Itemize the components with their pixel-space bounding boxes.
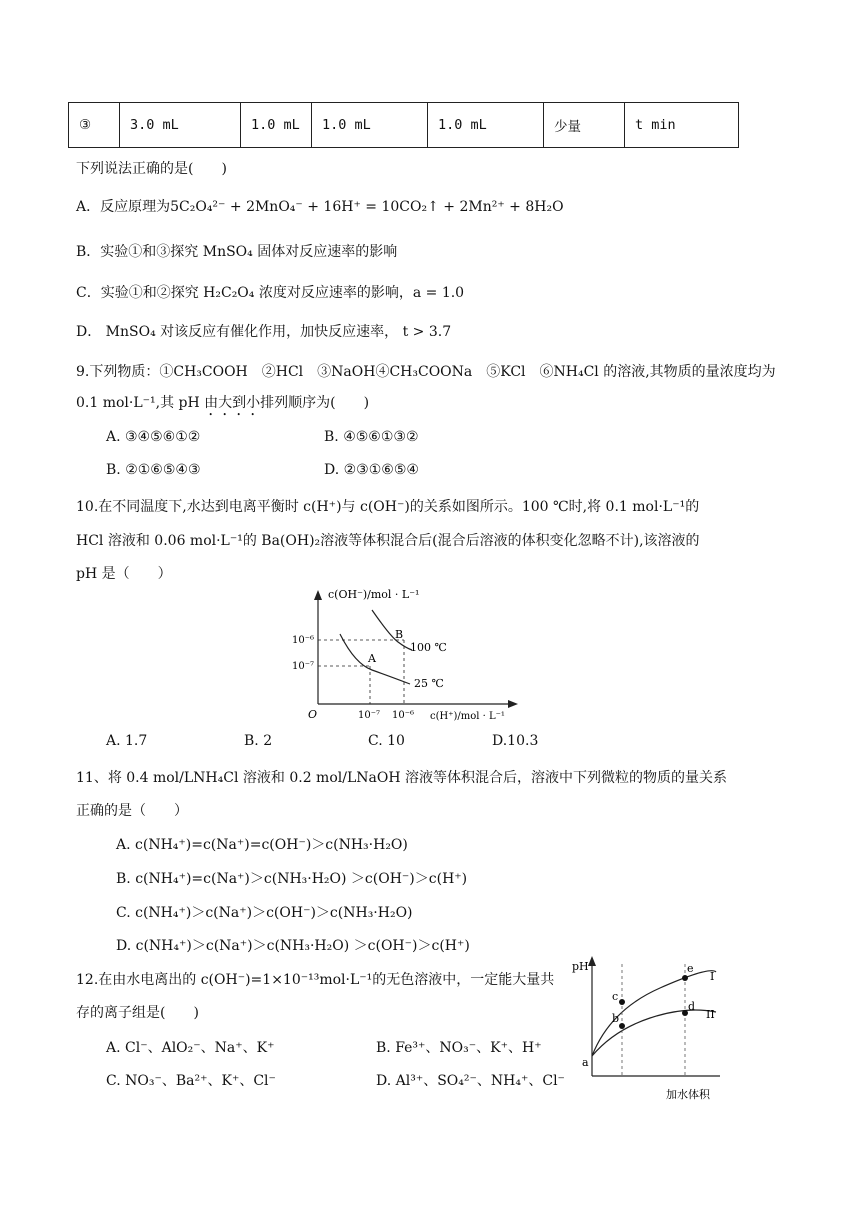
q11-option-a: A. c(NH₄⁺)=c(Na⁺)=c(OH⁻)＞c(NH₃·H₂O) [116,837,408,853]
q12-point-c: c [612,990,619,1003]
q11-option-d: D. c(NH₄⁺)＞c(Na⁺)＞c(NH₃·H₂O) ＞c(OH⁻)＞c(H⁺) [116,938,470,954]
q8-option-c: C．实验①和②探究 H₂C₂O₄ 浓度对反应速率的影响，a = 1.0 [76,285,465,301]
q10-option-a: A. 1.7 [106,733,148,749]
y-axis-arrow-icon [314,590,322,600]
q12-option-a: A. Cl⁻、AlO₂⁻、Na⁺、K⁺ [106,1040,275,1056]
q12-ylabel: pH [572,960,589,973]
q12-curve-i: I [710,970,715,983]
q9-line1: 9.下列物质：①CH₃COOH ②HCl ③NaOH④CH₃COONa ⑤KCl ⑥NH₄Cl 的溶液,其物质的量浓度均为 [76,364,776,380]
x-axis-arrow-icon [508,700,518,708]
q11-option-c: C. c(NH₄⁺)＞c(Na⁺)＞c(OH⁻)＞c(NH₃·H₂O) [116,905,413,921]
table-cell: 少量 [544,103,625,148]
table-cell: 1.0 mL [241,103,312,148]
q10-ylabel: c(OH⁻)/mol · L⁻¹ [328,588,420,601]
q10-line1: 10.在不同温度下,水达到电离平衡时 c(H⁺)与 c(OH⁻)的关系如图所示。100 ℃时,将 0.1 mol·L⁻¹的 [76,499,700,515]
q12-option-b: B. Fe³⁺、NO₃⁻、K⁺、H⁺ [376,1040,542,1056]
q11-line2: 正确的是（ ） [76,803,188,819]
q12-point-b: b [612,1012,620,1025]
curve-ii [592,1010,716,1056]
curve-i [592,971,716,1056]
q10-origin: O [308,708,318,721]
table-cell: 1.0 mL [312,103,428,148]
q9-line2-pre: 0.1 mol·L⁻¹,其 pH [76,395,205,411]
q10-curve-label-25: 25 ℃ [414,677,444,690]
q8-option-b: B．实验①和③探究 MnSO₄ 固体对反应速率的影响 [76,244,398,260]
q11-option-b: B. c(NH₄⁺)=c(Na⁺)＞c(NH₃·H₂O) ＞c(OH⁻)＞c(H⁺) [116,871,468,887]
q11-line1: 11、将 0.4 mol/LNH₄Cl 溶液和 0.2 mol/LNaOH 溶液等体积混合后，溶液中下列微粒的物质的量关系 [76,770,727,786]
q10-graph [292,586,530,726]
q9-emphasis: 由大到小 [204,395,261,411]
table-cell: 1.0 mL [428,103,544,148]
q12-option-c: C. NO₃⁻、Ba²⁺、K⁺、Cl⁻ [106,1073,276,1089]
q12-line2: 存的离子组是( ) [76,1005,199,1021]
point-b-dot [619,1023,625,1029]
q9-line2-post: 排列顺序为( ) [260,395,370,411]
q10-point-a: A [368,652,376,665]
q10-curve-label-100: 100 ℃ [410,641,447,654]
point-e-dot [682,975,688,981]
q9-option-2: B. ④⑤⑥①③② [324,429,419,445]
q10-ytick: 10⁻⁷ [292,661,315,672]
q10-point-b: B [395,628,404,641]
experiment-table [68,102,739,148]
q9-option-3: B. ②①⑥⑤④③ [106,462,201,478]
q12-xlabel: 加水体积 [666,1088,710,1101]
q9-option-1: A. ③④⑤⑥①② [106,429,201,445]
table-cell: 3.0 mL [120,103,241,148]
q12-graph [570,950,740,1105]
point-c-dot [619,999,625,1005]
y-axis-arrow-icon [588,956,596,966]
table-cell: t min [625,103,739,148]
q10-xlabel: c(H⁺)/mol · L⁻¹ [430,711,505,722]
q10-line3: pH 是（ ） [76,566,172,582]
table-row [69,103,739,148]
q10-xtick: 10⁻⁷ [358,710,381,721]
q10-line2: HCl 溶液和 0.06 mol·L⁻¹的 Ba(OH)₂溶液等体积混合后(混合后溶液的体积变化忽略不计),该溶液的 [76,533,700,549]
q8-option-a: A．反应原理为5C₂O₄²⁻ + 2MnO₄⁻ + 16H⁺ = 10CO₂↑ + 2Mn²⁺ + 8H₂O [76,199,564,215]
q12-curve-ii: II [706,1008,715,1021]
q10-option-b: B. 2 [244,733,273,749]
q8-option-d: D． MnSO₄ 对该反应有催化作用，加快反应速率， t > 3.7 [76,324,452,340]
q9-option-4: D. ②③①⑥⑤④ [324,462,419,478]
q12-option-d: D. Al³⁺、SO₄²⁻、NH₄⁺、Cl⁻ [376,1073,565,1089]
q12-point-d: d [688,1000,696,1013]
q10-option-c: C. 10 [368,733,405,749]
q10-xtick: 10⁻⁶ [392,710,415,721]
q12-point-a: a [582,1056,589,1069]
q8-prompt: 下列说法正确的是( ) [76,161,227,177]
curve-100c [372,610,412,650]
q12-line1: 12.在由水电离出的 c(OH⁻)=1×10⁻¹³mol·L⁻¹的无色溶液中，一定能大量共 [76,972,555,988]
q10-option-d: D.10.3 [492,733,539,749]
q9-line2 [76,392,369,419]
q12-point-e: e [687,962,694,975]
q10-ytick: 10⁻⁶ [292,635,315,646]
table-cell: ③ [69,103,120,148]
